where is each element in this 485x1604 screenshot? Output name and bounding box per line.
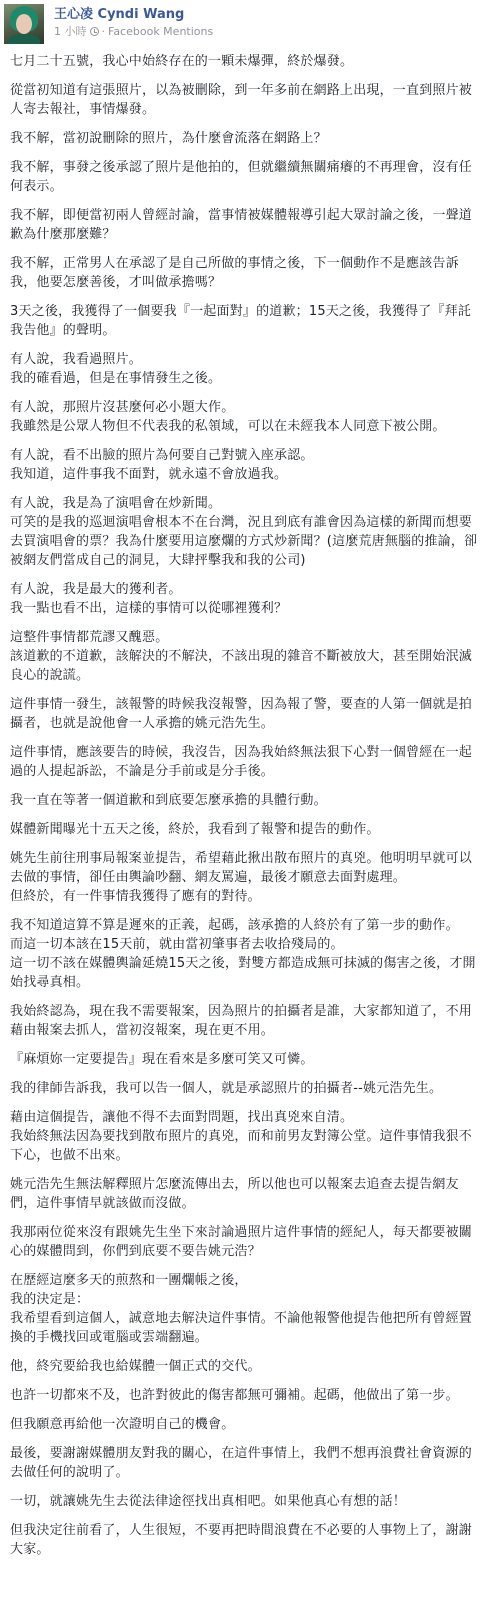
post-header <box>0 0 485 50</box>
paragraph-gap <box>10 1098 478 1108</box>
paragraph-gap <box>10 839 478 849</box>
post-meta <box>54 23 213 39</box>
paragraph-gap <box>10 685 478 695</box>
post-paragraph: 我不解，當初說刪除的照片，為什麼會流落在網路上？ <box>10 131 327 146</box>
clock-icon <box>90 27 99 36</box>
post-paragraph: 七月二十五號，我心中始終存在的一顆未爆彈，終於爆發。 <box>10 54 354 69</box>
paragraph-gap <box>10 618 478 628</box>
paragraph-gap <box>10 810 478 820</box>
post-paragraph: 我那兩位從來沒有跟姚先生坐下來討論過照片這件事情的經紀人，每天都要被關心的媒體問到，你們到底要不要告姚元浩？ <box>10 1225 473 1259</box>
paragraph-gap <box>10 340 478 350</box>
post-paragraph: 這一切不該在媒體輿論延燒15天之後，對雙方都造成無可抹滅的傷害之後，才開始找尋真相。 <box>10 956 476 990</box>
meta-separator: · <box>101 24 105 38</box>
post-paragraph: 最後，要謝謝媒體朋友對我的關心，在這件事情上，我們不想再浪費社會資源的去做任何的說明了。 <box>10 1446 473 1480</box>
post-time[interactable]: 1 小時 <box>54 25 87 38</box>
post-paragraph: 我希望看到這個人，誠意地去解決這件事情。不論他報警他提告他把所有曾經置換的手機找回或電腦或雲端翻遍。 <box>10 1311 473 1345</box>
post-paragraph: 有人說，看不出臉的照片為何要自己對號入座承認。 <box>10 448 314 463</box>
post-paragraph: 我一直在等著一個道歉和到底要怎麼承擔的具體行動。 <box>10 793 327 808</box>
author-name[interactable]: 王心凌 Cyndi Wang <box>54 7 185 22</box>
post-paragraph: 我不解，正常男人在承認了是自己所做的事情之後，下一個動作不是應該告訴我，他要怎麼善後，才叫做承擔嗎？ <box>10 256 459 290</box>
post-paragraph: 他，終究要給我也給媒體一個正式的交代。 <box>10 1359 261 1374</box>
post-body <box>10 52 478 1559</box>
paragraph-gap <box>10 570 478 580</box>
paragraph-gap <box>10 992 478 1002</box>
post-paragraph: 我不知道這算不算是遲來的正義，起碼，該承擔的人終於有了第一步的動作。 <box>10 918 459 933</box>
paragraph-gap <box>10 906 478 916</box>
paragraph-gap <box>10 1261 478 1271</box>
post-paragraph: 在歷經這麼多天的煎熬和一團爛帳之後， <box>10 1273 248 1288</box>
post-paragraph: 有人說，我看過照片。 <box>10 352 143 367</box>
paragraph-gap <box>10 1434 478 1444</box>
post-paragraph: 我的律師告訴我，我可以告一個人，就是承認照片的拍攝者--姚元浩先生。 <box>10 1081 443 1096</box>
paragraph-gap <box>10 1511 478 1521</box>
paragraph-gap <box>10 196 478 206</box>
post-paragraph: 也許一切都來不及，也許對彼此的傷害都無可彌補。起碼，他做出了第一步。 <box>10 1388 459 1403</box>
post-paragraph: 我的決定是： <box>10 1292 90 1307</box>
paragraph-gap <box>10 292 478 302</box>
post-paragraph: 藉由這個提告，讓他不得不去面對問題，找出真兇來自清。 <box>10 1110 354 1125</box>
post-paragraph: 一切，就讓姚先生去從法律途徑找出真相吧。如果他真心有想的話！ <box>10 1494 407 1509</box>
post-paragraph: 可笑的是我的巡迴演唱會根本不在台灣，況且到底有誰會因為這樣的新聞而想要去買演唱會的票？我為什麼要用這麼爛的方式炒新聞？(這麼荒唐無腦的推論，卻被網友們當成自己的洞見，大肆抨擊我和我的公司) <box>10 515 478 568</box>
paragraph-gap <box>10 71 478 81</box>
post-paragraph: 我始終無法因為要找到散布照片的真兇，而和前男友對簿公堂。這件事情我狠不下心，也做不出來。 <box>10 1129 473 1163</box>
post-paragraph: 我的確看過，但是在事情發生之後。 <box>10 371 222 386</box>
paragraph-gap <box>10 1347 478 1357</box>
paragraph-gap <box>10 781 478 791</box>
paragraph-gap <box>10 436 478 446</box>
post-paragraph: 有人說，我是為了演唱會在炒新聞。 <box>10 496 222 511</box>
paragraph-gap <box>10 1482 478 1492</box>
paragraph-gap <box>10 1376 478 1386</box>
post-paragraph: 『麻煩妳一定要提告』現在看來是多麼可笑又可憐。 <box>10 1052 314 1067</box>
post-source[interactable]: Facebook Mentions <box>108 24 214 38</box>
paragraph-gap <box>10 148 478 158</box>
post-paragraph: 我雖然是公眾人物但不代表我的私領域，可以在未經我本人同意下被公開。 <box>10 419 446 434</box>
post-paragraph: 我知道，這件事我不面對，就永遠不會放過我。 <box>10 467 288 482</box>
post-paragraph: 姚先生前往刑事局報案並提告，希望藉此揪出散布照片的真兇。他明明早就可以去做的事情，卻任由輿論吵翻、網友罵遍，最後才願意去面對處理。 <box>10 851 473 885</box>
post-paragraph: 這件事情一發生，該報警的時候我沒報警，因為報了警，要查的人第一個就是拍攝者，也就是說他會一人承擔的姚元浩先生。 <box>10 697 473 731</box>
post-paragraph: 但終於，有一件事情我獲得了應有的對待。 <box>10 889 261 904</box>
post-paragraph: 有人說，那照片沒甚麼何必小題大作。 <box>10 400 235 415</box>
post-paragraph: 有人說，我是最大的獲利者。 <box>10 582 182 597</box>
paragraph-gap <box>10 733 478 743</box>
post-paragraph: 媒體新聞曝光十五天之後，終於，我看到了報警和提告的動作。 <box>10 822 380 837</box>
paragraph-gap <box>10 484 478 494</box>
avatar[interactable] <box>4 4 44 44</box>
post-paragraph: 我一點也看不出，這樣的事情可以從哪裡獲利？ <box>10 601 288 616</box>
paragraph-gap <box>10 1165 478 1175</box>
post-paragraph: 而這一切本該在15天前，就由當初肇事者去收拾殘局的。 <box>10 937 344 952</box>
paragraph-gap <box>10 1405 478 1415</box>
paragraph-gap <box>10 119 478 129</box>
post-paragraph: 該道歉的不道歉，該解決的不解決，不該出現的雜音不斷被放大，甚至開始泯滅良心的說謊。 <box>10 649 473 683</box>
post-paragraph: 但我決定往前看了，人生很短，不要再把時間浪費在不必要的人事物上了，謝謝大家。 <box>10 1523 473 1557</box>
paragraph-gap <box>10 1213 478 1223</box>
post-paragraph: 我不解，事發之後承認了照片是他拍的，但就繼續無關痛癢的不再理會，沒有任何表示。 <box>10 160 473 194</box>
post-paragraph: 這件事情，應該要告的時候，我沒告，因為我始終無法狠下心對一個曾經在一起過的人提起訴訟，不論是分手前或是分手後。 <box>10 745 473 779</box>
post-paragraph: 3天之後，我獲得了一個要我『一起面對』的道歉；15天之後，我獲得了『拜託我告他』的聲明。 <box>10 304 472 338</box>
post-paragraph: 從當初知道有這張照片，以為被刪除，到一年多前在網路上出現，一直到照片被人寄去報社，事情爆發。 <box>10 83 473 117</box>
post-paragraph: 我始終認為，現在我不需要報案，因為照片的拍攝者是誰，大家都知道了，不用藉由報案去抓人，當初沒報案，現在更不用。 <box>10 1004 473 1038</box>
paragraph-gap <box>10 244 478 254</box>
paragraph-gap <box>10 388 478 398</box>
post-paragraph: 姚元浩先生無法解釋照片怎麼流傳出去，所以他也可以報案去追查去提告網友們，這件事情早就該做而沒做。 <box>10 1177 459 1211</box>
post-paragraph: 但我願意再給他一次證明自己的機會。 <box>10 1417 235 1432</box>
paragraph-gap <box>10 1069 478 1079</box>
post-paragraph: 我不解，即便當初兩人曾經討論，當事情被媒體報導引起大眾討論之後，一聲道歉為什麼那麼難？ <box>10 208 473 242</box>
paragraph-gap <box>10 1040 478 1050</box>
post-paragraph: 這整件事情都荒謬又醜惡。 <box>10 630 169 645</box>
